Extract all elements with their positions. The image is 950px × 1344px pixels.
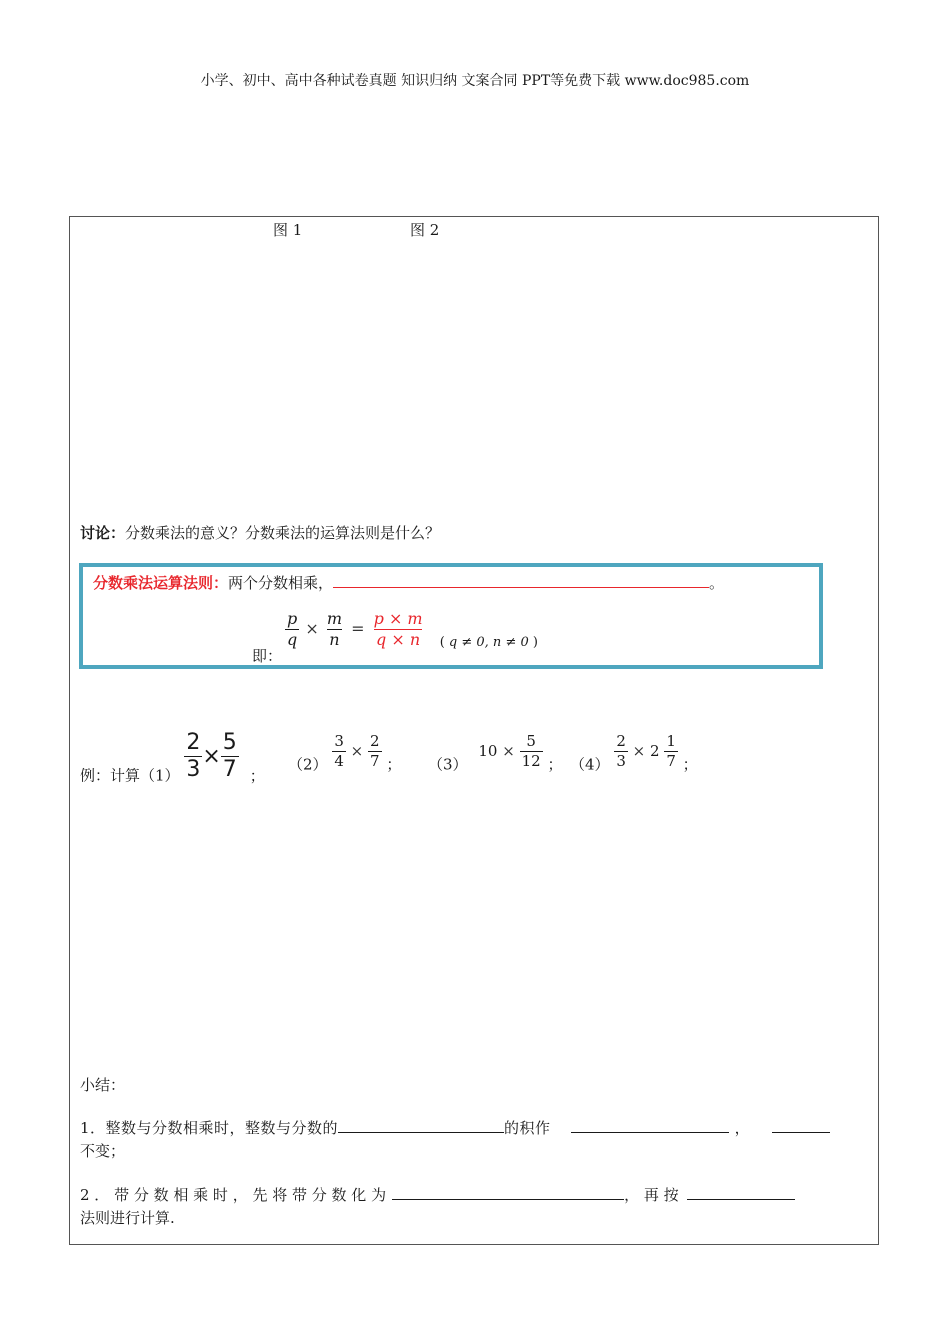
fraction-result: $\frac{p \times m}{q \times n}$: [373, 609, 423, 649]
rule-label: 分数乘法运算法则：: [93, 574, 229, 592]
example-2-expression: $\frac{3}{4}$ × $\frac{2}{7}$: [334, 732, 380, 770]
fraction-p-over-q: $\frac{p}{q}$: [287, 609, 298, 649]
discussion-text: 分数乘法的意义？分数乘法的运算法则是什么？: [125, 524, 441, 542]
example-row: 例：计算（1） $\frac{2}{3}$ × $\frac{5}{7}$ ；: [80, 730, 265, 785]
summary-item-2: 2 ． 带 分 数 相 乘 时 ， 先 将 带 分 数 化 为 ， 再 按: [80, 1184, 872, 1205]
rule-text: 两个分数相乘，: [228, 574, 334, 592]
example-4: （4） $\frac{2}{3}$ × 2 $\frac{1}{7}$ ；: [570, 732, 698, 774]
summary-item-2-cont: 法则进行计算.: [80, 1209, 175, 1227]
figure-1-caption: 图 1: [273, 221, 303, 239]
figure-2-caption: 图 2: [410, 221, 440, 239]
rule-answer-blank[interactable]: [333, 573, 709, 588]
example-2: （2） $\frac{3}{4}$ × $\frac{2}{7}$ ；: [288, 732, 402, 774]
summary-blank-1[interactable]: [338, 1118, 504, 1133]
summary-blank-5[interactable]: [687, 1185, 795, 1200]
rule-end: 。: [709, 574, 725, 592]
discussion: [80, 522, 440, 543]
discussion-label: 讨论：: [80, 524, 126, 542]
summary-item-1: 1．整数与分数相乘时，整数与分数的 的积作 ，: [80, 1117, 872, 1138]
example-1-expression: $\frac{2}{3}$ × $\frac{5}{7}$: [186, 730, 237, 782]
rule-statement: [93, 572, 724, 593]
summary-title: 小结：: [80, 1076, 126, 1094]
summary-blank-4[interactable]: [392, 1185, 624, 1200]
example-3: （3） 10 × $\frac{5}{12}$ ；: [428, 732, 563, 774]
summary-blank-2[interactable]: [571, 1118, 729, 1133]
summary-blank-3[interactable]: [772, 1118, 830, 1133]
page-header: 小学、初中、高中各种试卷真题 知识归纳 文案合同 PPT等免费下载 www.doc985.com: [200, 73, 750, 89]
summary-item-1-cont: 不变；: [80, 1142, 126, 1160]
rule-ji-label: 即：: [252, 647, 283, 665]
fraction-m-over-n: $\frac{m}{n}$: [326, 609, 343, 649]
rule-condition: ( q ≠ 0, n ≠ 0 ): [439, 635, 538, 650]
example-label: 例：计算（1）: [80, 766, 180, 785]
example-4-expression: $\frac{2}{3}$ × 2 $\frac{1}{7}$: [616, 732, 676, 770]
example-3-expression: 10 × $\frac{5}{12}$: [478, 732, 541, 770]
rule-formula: $\frac{p}{q}$ × $\frac{m}{n}$ = $\frac{p \times m}{q \times n}$ $_{( q \ne 0, n \ne 0 )}$: [287, 609, 538, 650]
